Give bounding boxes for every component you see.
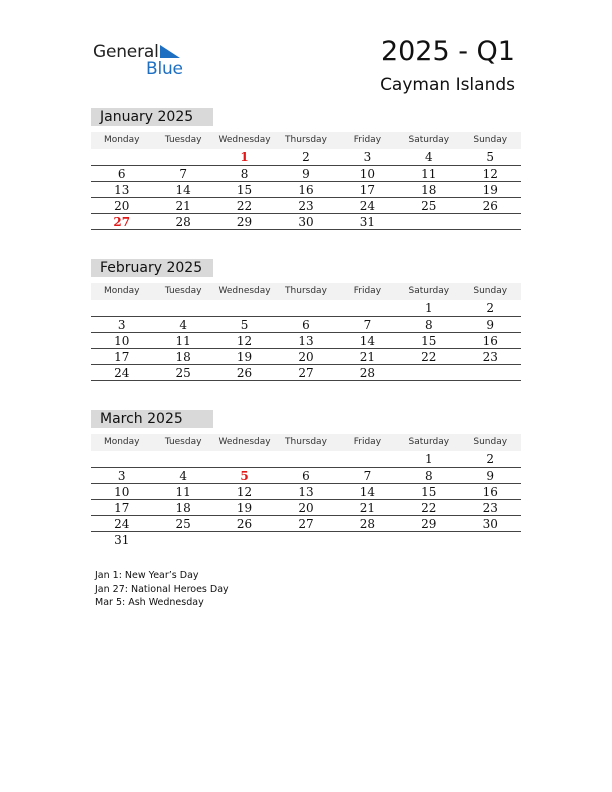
day-cell: 24: [114, 517, 130, 531]
weekday-label: Saturday: [408, 437, 450, 447]
day-cell: 13: [298, 485, 314, 499]
day-cell: 27: [298, 517, 314, 531]
day-cell: 25: [421, 199, 437, 213]
day-cell: 19: [236, 350, 253, 364]
day-cell: 31: [114, 533, 130, 547]
day-cell: 13: [298, 334, 314, 348]
day-cell: 2: [302, 150, 310, 164]
day-cell: 18: [421, 183, 437, 197]
day-cell: 22: [421, 350, 437, 364]
day-cell: 1: [425, 452, 433, 466]
day-cell: 3: [117, 469, 126, 483]
day-cell: 30: [482, 517, 498, 531]
day-cell: 7: [179, 167, 187, 181]
day-cell: 5: [486, 150, 495, 164]
day-cell: 16: [482, 485, 498, 499]
week-row: [91, 484, 521, 500]
day-cell: 29: [421, 517, 437, 531]
day-cell: 19: [236, 501, 253, 515]
day-cell: 11: [175, 485, 191, 499]
general-blue-logo: [93, 40, 193, 80]
weekday-label: Monday: [103, 135, 140, 145]
week-row: [91, 333, 521, 349]
week-row: [91, 365, 521, 381]
day-cell: 28: [359, 366, 376, 380]
weekday-label: Friday: [353, 437, 382, 447]
holiday-note: Mar 5: Ash Wednesday: [95, 597, 204, 608]
month-march: [91, 410, 521, 548]
logo-word-blue: Blue: [146, 59, 183, 79]
day-cell: 20: [298, 501, 314, 515]
day-cell: 17: [114, 501, 130, 515]
day-cell: 4: [425, 150, 433, 164]
day-cell: 26: [482, 199, 498, 213]
day-cell: 28: [359, 517, 376, 531]
weekday-label: Friday: [353, 286, 382, 296]
holiday-note: Jan 27: National Heroes Day: [95, 583, 229, 595]
day-cell: 21: [359, 501, 376, 515]
day-cell: [398, 365, 459, 380]
day-cell: 24: [359, 199, 376, 213]
weekday-header: [91, 434, 521, 451]
day-cell: 7: [363, 318, 372, 332]
day-cell: 18: [175, 501, 191, 515]
day-cell: 6: [302, 318, 310, 332]
day-cell: [337, 300, 398, 316]
weekday-label: Tuesday: [164, 135, 202, 145]
day-cell: [398, 532, 459, 548]
day-cell: 14: [175, 183, 191, 197]
day-cell: 8: [240, 167, 249, 181]
day-cell: 10: [114, 334, 130, 348]
day-cell: [152, 149, 213, 165]
day-cell: 14: [359, 485, 376, 499]
day-cell: 10: [114, 485, 130, 499]
day-cell: [275, 300, 336, 316]
day-cell: 6: [117, 167, 126, 181]
weekday-label: Sunday: [473, 437, 508, 447]
week-row: [91, 317, 521, 333]
day-cell: [214, 451, 275, 467]
week-row: [91, 451, 521, 468]
weekday-label: Thursday: [285, 135, 327, 145]
weekday-label: Thursday: [285, 437, 327, 447]
week-row: [91, 532, 521, 548]
day-cell: 9: [302, 167, 310, 181]
day-cell: 12: [482, 167, 498, 181]
weekday-label: Monday: [103, 286, 140, 296]
day-cell: 12: [236, 485, 253, 499]
day-cell: 30: [298, 215, 314, 229]
month-january: [91, 108, 521, 230]
weekday-label: Wednesday: [218, 135, 271, 145]
holiday-day-cell: 27: [113, 215, 131, 229]
month-label: February 2025: [91, 259, 213, 277]
logo-word-general: General: [93, 42, 159, 62]
weekday-label: Monday: [103, 437, 140, 447]
day-cell: [460, 365, 521, 380]
day-cell: 17: [359, 183, 376, 197]
day-cell: 16: [298, 183, 314, 197]
day-cell: 4: [179, 318, 187, 332]
day-cell: [214, 532, 275, 548]
month-label: March 2025: [91, 410, 213, 428]
day-cell: 17: [114, 350, 130, 364]
day-cell: 15: [236, 183, 253, 197]
week-row: [91, 166, 521, 182]
day-cell: [152, 532, 213, 548]
day-cell: 14: [359, 334, 376, 348]
weekday-label: Sunday: [473, 135, 508, 145]
weekday-label: Saturday: [408, 286, 450, 296]
day-cell: 20: [298, 350, 314, 364]
weekday-label: Tuesday: [164, 286, 202, 296]
day-cell: [91, 451, 152, 467]
day-cell: 15: [421, 485, 437, 499]
day-cell: [91, 300, 152, 316]
day-cell: 16: [482, 334, 498, 348]
page-title: 2025 - Q1: [380, 36, 515, 67]
day-cell: 25: [175, 366, 191, 380]
day-cell: 18: [175, 350, 191, 364]
day-cell: 24: [114, 366, 130, 380]
day-cell: 11: [421, 167, 437, 181]
day-cell: [275, 451, 336, 467]
week-row: [91, 468, 521, 484]
day-cell: 23: [482, 350, 498, 364]
weekday-label: Friday: [353, 135, 382, 145]
day-cell: 5: [240, 318, 249, 332]
weekday-label: Tuesday: [164, 437, 202, 447]
day-cell: 13: [114, 183, 130, 197]
week-row: [91, 300, 521, 317]
holiday-notes: [95, 569, 229, 610]
day-cell: [398, 214, 459, 229]
day-cell: [337, 532, 398, 548]
day-cell: 8: [425, 469, 433, 483]
weekday-label: Wednesday: [218, 437, 271, 447]
country-name: Cayman Islands: [380, 75, 515, 95]
holiday-day-cell: 1: [240, 150, 249, 164]
day-cell: 12: [236, 334, 253, 348]
day-cell: 9: [486, 469, 495, 483]
day-cell: 21: [175, 199, 191, 213]
day-cell: 3: [117, 318, 126, 332]
day-cell: 10: [359, 167, 376, 181]
day-cell: 23: [298, 199, 314, 213]
day-cell: 23: [482, 501, 498, 515]
day-cell: 26: [236, 366, 253, 380]
holiday-day-cell: 5: [240, 469, 249, 483]
weekday-label: Sunday: [473, 286, 508, 296]
week-row: [91, 500, 521, 516]
day-cell: 6: [302, 469, 310, 483]
holiday-note: Jan 1: New Year’s Day: [95, 570, 199, 581]
week-row: [91, 516, 521, 532]
day-cell: 2: [486, 301, 495, 315]
day-cell: 25: [175, 517, 191, 531]
day-cell: [152, 300, 213, 316]
day-cell: 27: [298, 366, 314, 380]
day-cell: [214, 300, 275, 316]
day-cell: 9: [486, 318, 495, 332]
day-cell: [91, 149, 152, 165]
day-cell: [460, 214, 521, 229]
week-row: [91, 182, 521, 198]
weekday-header: [91, 283, 521, 300]
day-cell: 31: [359, 215, 376, 229]
day-cell: [337, 451, 398, 467]
week-row: [91, 349, 521, 365]
day-cell: [460, 532, 521, 548]
day-cell: 19: [482, 183, 498, 197]
day-cell: 15: [421, 334, 437, 348]
day-cell: 2: [486, 452, 495, 466]
day-cell: 22: [236, 199, 253, 213]
week-row: [91, 198, 521, 214]
day-cell: 28: [175, 215, 191, 229]
day-cell: 11: [175, 334, 191, 348]
day-cell: 3: [363, 150, 372, 164]
weekday-label: Wednesday: [218, 286, 271, 296]
day-cell: 8: [425, 318, 433, 332]
weekday-label: Saturday: [408, 135, 450, 145]
weekday-header: [91, 132, 521, 149]
day-cell: 20: [114, 199, 130, 213]
day-cell: 26: [236, 517, 253, 531]
day-cell: 29: [236, 215, 253, 229]
month-february: [91, 259, 521, 381]
day-cell: 7: [363, 469, 372, 483]
week-row: [91, 149, 521, 166]
month-label: January 2025: [91, 108, 213, 126]
day-cell: [275, 532, 336, 548]
day-cell: 4: [179, 469, 187, 483]
day-cell: 21: [359, 350, 376, 364]
day-cell: [152, 451, 213, 467]
weekday-label: Thursday: [285, 286, 327, 296]
week-row: [91, 214, 521, 230]
day-cell: 22: [421, 501, 437, 515]
day-cell: 1: [425, 301, 433, 315]
